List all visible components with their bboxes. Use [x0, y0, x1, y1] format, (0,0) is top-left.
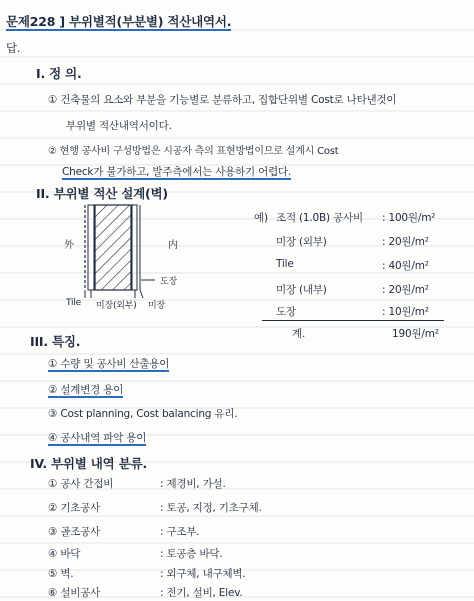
classification-item: ③ 골조공사	[48, 526, 101, 538]
classification-desc: : 구조부.	[160, 526, 200, 538]
cost-value: : 10원/m²	[382, 306, 429, 318]
cost-item: 미장 (외부)	[276, 236, 327, 248]
section-3-heading: III. 특징.	[30, 334, 81, 349]
diagram-right-mark: 内	[168, 240, 178, 251]
total-value: 190원/m²	[392, 328, 439, 340]
cost-value: : 20원/m²	[382, 236, 429, 248]
feature-item	[48, 430, 146, 445]
classification-desc: : 전기, 설비, Elev.	[160, 587, 243, 599]
cost-value: : 20원/m²	[382, 284, 429, 296]
classification-item: ⑥ 설비공사	[48, 587, 101, 599]
section-2-heading: II. 부위별 적산 설계(벽)	[36, 186, 168, 201]
cost-value: : 100원/m²	[382, 212, 436, 224]
diagram-paint-label: 도장	[160, 277, 177, 287]
feature-item	[48, 356, 169, 371]
classification-item: ① 공사 간접비	[48, 478, 114, 490]
classification-item: ④ 바닥	[48, 548, 81, 560]
total-divider	[262, 320, 444, 321]
title-text: 문제228 ] 부위별적(부분별) 적산내역서.	[6, 14, 232, 29]
feature-item	[48, 406, 237, 421]
answer-label: 답.	[6, 41, 21, 55]
classification-item: ② 기초공사	[48, 502, 101, 514]
diagram-left-mark: 外	[64, 240, 74, 251]
section-1-heading: I. 정 의.	[36, 66, 82, 81]
s1-item1-line1	[48, 92, 396, 107]
feature-item-text: ② 설계변경 용이	[48, 384, 124, 396]
feature-item-text: ④ 공사내역 파악 용이	[48, 432, 147, 444]
diagram-tile-label: Tile	[66, 298, 81, 308]
total-label: 계.	[292, 328, 306, 340]
cost-item: Tile	[276, 258, 294, 270]
example-prefix: 예)	[254, 212, 268, 224]
s1-item2-line2	[62, 164, 291, 179]
classification-item: ⑤ 벽.	[48, 568, 74, 580]
cost-value: : 40원/m²	[382, 260, 429, 272]
feature-item	[48, 382, 123, 397]
classification-desc: : 토공, 지정, 기초구체.	[160, 502, 262, 514]
s1-item2-line1: ② 현행 공사비 구성방법은 시공자 측의 표현방법이므로 설계시 Cost	[48, 146, 339, 157]
cost-item: 도장	[276, 306, 296, 318]
s1-item2-line2-text: Check가 불가하고, 발주측에서는 사용하기 어렵다.	[62, 166, 292, 178]
s1-item1-line2: 부위별 적산내역서이다.	[66, 120, 172, 132]
feature-item-text: ③ Cost planning, Cost balancing 유리.	[48, 408, 238, 420]
feature-item-text: ① 수량 및 공사비 산출용이	[48, 358, 170, 370]
diagram-interior-label: 미장	[148, 301, 165, 311]
section-4-heading: IV. 부위별 내역 분류.	[30, 456, 147, 471]
s1-item1-line1-text: ① 건축물의 요소와 부분을 기능별로 분류하고, 집합단위별 Cost로 나타낸것이	[48, 94, 397, 106]
page-title	[6, 12, 231, 30]
classification-desc: : 토공층 바닥.	[160, 548, 223, 560]
cost-item: 조적 (1.0B) 공사비	[276, 212, 363, 224]
classification-desc: : 외구체, 내구체벽.	[160, 568, 246, 580]
diagram-finish-label: 미장(외부)	[96, 301, 137, 311]
cost-item: 미장 (내부)	[276, 284, 327, 296]
classification-desc: : 제경비, 가설.	[160, 478, 226, 490]
